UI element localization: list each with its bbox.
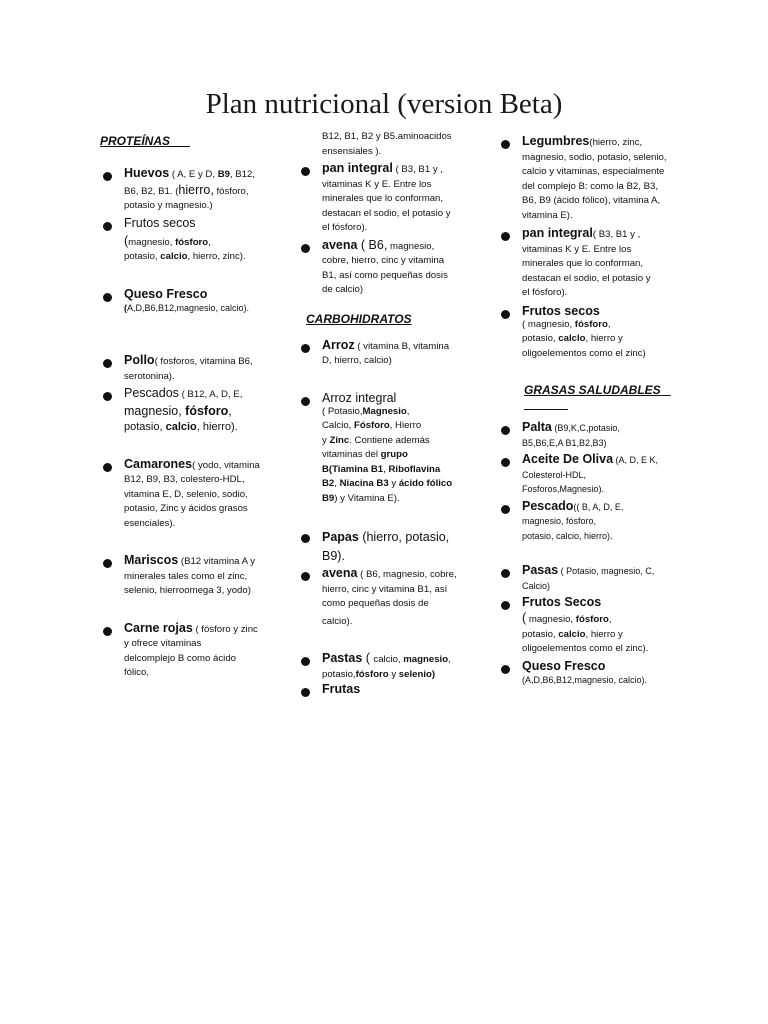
column-proteinas — [100, 134, 270, 681]
list-item-pescados: Pescados ( B12, A, D, E, magnesio, fósforo, potasio, calcio, hierro). — [100, 386, 270, 435]
continued-text: B12, B1, B2 y B5.aminoacidos — [322, 131, 452, 142]
list-item-frutos-secos: Frutos secos ( magnesio, fósforo, potasio, calclo, hierro y oligoelementos como el zinc) — [498, 304, 668, 362]
bullet-icon — [301, 657, 310, 666]
bullet-icon — [501, 310, 510, 319]
bullet-icon — [301, 244, 310, 253]
heading-underline — [524, 409, 568, 410]
bullet-icon — [103, 392, 112, 401]
list-item-legumbres: Legumbres(hierro, zinc, magnesio, sodio, potasio, selenio, calcio y vitaminas, especialmente del complejo B: como la B2, B3, B6, B9 (ácido fólico), vitamina A, vitamina E). — [498, 134, 668, 223]
list-item-queso-fresco: Queso Fresco (A,D,B6,B12,magnesio, calcio). — [498, 659, 668, 688]
column-grasas — [498, 134, 668, 687]
bullet-icon — [103, 293, 112, 302]
list-item-pan-integral: pan integral( B3, B1 y , vitaminas K y E. Entre los minerales que lo conforman, destacan el sodio, el potasio y el fósforo). — [498, 226, 668, 301]
list-item-queso-fresco: Queso Fresco (A,D,B6,B12,magnesio, calcio). — [100, 287, 270, 316]
list-item-palta: Palta (B9,K,C,potasio, B5,B6,E,A B1,B2,B3) — [498, 420, 668, 450]
bullet-icon — [301, 167, 310, 176]
page-title: Plan nutricional (version Beta) — [205, 88, 563, 120]
bullet-icon — [103, 172, 112, 181]
list-item-pescado: Pescado(( B, A, D, E, magnesio, fósforo, potasio, calcio, hierro). — [498, 499, 668, 544]
bullet-icon — [301, 572, 310, 581]
list-item-pasas: Pasas ( Potasio, magnesio, C, Calcio) — [498, 563, 668, 593]
bullet-icon — [103, 463, 112, 472]
section-heading-proteinas: PROTEÍNAS — [100, 134, 171, 148]
list-item-aceite-de-oliva: Aceite De Oliva (A, D, E K, Colesterol-HDL, Fosforos,Magnesio). — [498, 452, 668, 497]
list-item-avena: avena ( B6, magnesio, cobre, hierro, cinc y vitamina B1, así como pequeñas dosis de calcio) — [298, 238, 470, 298]
list-item-frutos-secos: Frutos secos (magnesio, fósforo, potasio, calcio, hierro, zinc). — [100, 216, 270, 265]
bullet-icon — [501, 569, 510, 578]
section-heading-grasas: GRASAS SALUDABLES — [524, 383, 661, 397]
bullet-icon — [501, 140, 510, 149]
bullet-icon — [501, 601, 510, 610]
bullet-icon — [301, 688, 310, 697]
list-item-camarones: Camarones( yodo, vitamina B12, B9, B3, colestero-HDL, vitamina E, D, selenio, sodio, potasio, Zinc y ácidos grasos esenciales). — [100, 457, 270, 532]
bullet-icon — [501, 505, 510, 514]
bullet-icon — [501, 426, 510, 435]
list-item-avena-2: avena ( B6, magnesio, cobre, hierro, cinc y vitamina B1, así como pequeñas dosis de calcio). — [298, 566, 470, 629]
bullet-icon — [501, 232, 510, 241]
list-item-papas: Papas (hierro, potasio, B9). — [298, 528, 470, 566]
bullet-icon — [501, 458, 510, 467]
list-item-huevos: Huevos ( A, E y D, B9, B12, B6, B2, B1. (hierro, fósforo, potasio y magnesio.) — [100, 166, 270, 214]
section-heading-carbohidratos: CARBOHIDRATOS — [306, 311, 412, 326]
continued-text: ensensiales ). — [322, 145, 382, 157]
bullet-icon — [501, 665, 510, 674]
list-item-pollo: Pollo( fosforos, vitamina B6, serotonina). — [100, 353, 270, 384]
list-item-frutos-secos-2: Frutos Secos ( magnesio, fósforo, potasio, calcio, hierro y oligoelementos como el zinc). — [498, 595, 668, 657]
bullet-icon — [301, 534, 310, 543]
list-item-carne-rojas: Carne rojas ( fósforo y zinc y ofrece vitaminas delcomplejo B como ácido fólico, — [100, 621, 270, 681]
list-item-arroz: Arroz ( vitamina B, vitamina D, hierro, calcio) — [298, 338, 470, 369]
bullet-icon — [103, 627, 112, 636]
bullet-icon — [103, 359, 112, 368]
list-item-arroz-integral: Arroz integral ( Potasio,Magnesio, Calcio, Fósforo, Hierro y Zinc. Contiene además vitaminas del grupo B(Tiamina B1, Riboflavina B2, Niacina B3 y ácido fólico B9) y Vitamina E). — [298, 391, 470, 507]
list-item-pan-integral: pan integral ( B3, B1 y , vitaminas K y E. Entre los minerales que lo conforman, destacan el sodio, el potasio y el fósforo). — [298, 161, 470, 236]
bullet-icon — [301, 397, 310, 406]
bullet-icon — [103, 559, 112, 568]
list-item-mariscos: Mariscos (B12 vitamina A y minerales tales como el zinc, selenio, hierroomega 3, yodo) — [100, 553, 270, 599]
column-carbohidratos — [298, 130, 470, 696]
list-item-pastas: Pastas ( calcio, magnesio, potasio,fósforo y selenio) — [298, 651, 470, 682]
bullet-icon — [301, 344, 310, 353]
bullet-icon — [103, 222, 112, 231]
list-item-frutas: Frutas — [298, 682, 470, 696]
